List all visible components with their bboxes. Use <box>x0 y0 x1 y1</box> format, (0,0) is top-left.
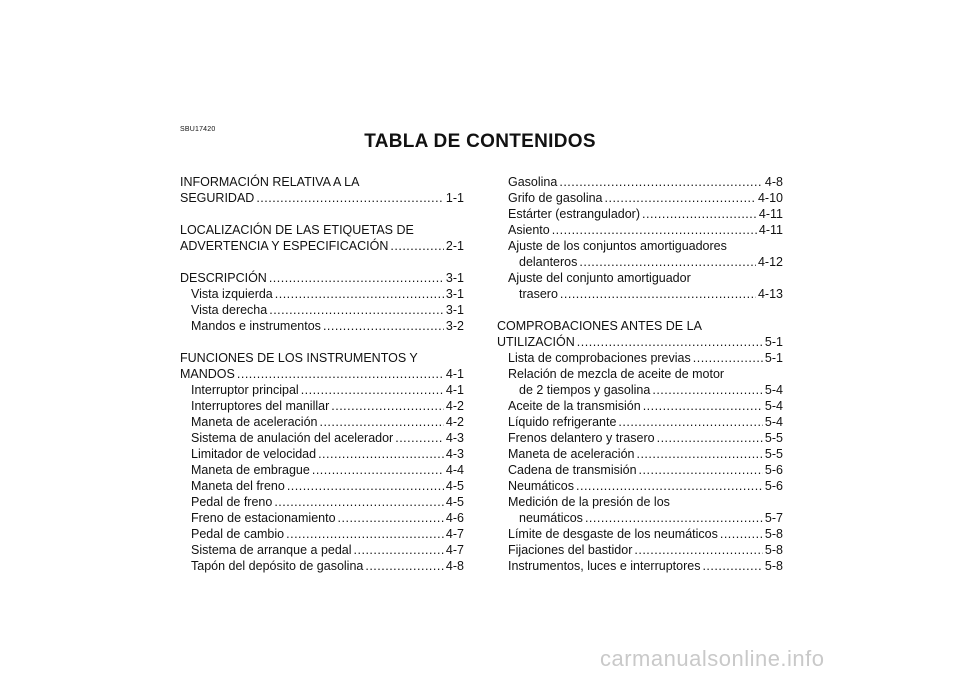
toc-subentry[interactable] <box>180 510 464 526</box>
toc-entry-label: Interruptores del manillar <box>191 399 330 413</box>
toc-entry-page: 5-8 <box>764 527 783 541</box>
toc-entry-page: 5-5 <box>764 431 783 445</box>
toc-subentry[interactable] <box>180 478 464 494</box>
toc-entry-page: 5-6 <box>764 463 783 477</box>
toc-entry-label: Frenos delantero y trasero <box>508 431 655 445</box>
toc-entry-label: DESCRIPCIÓN <box>180 271 267 285</box>
toc-entry-page: 4-12 <box>757 255 783 269</box>
toc-entry-page: 3-1 <box>445 303 464 317</box>
page-title: TABLA DE CONTENIDOS <box>364 131 596 152</box>
toc-entry-page: 5-4 <box>764 399 783 413</box>
toc-subentry[interactable] <box>497 478 783 494</box>
toc-entry-label: de 2 tiempos y gasolina <box>519 383 651 397</box>
toc-entry-page: 4-8 <box>445 559 464 573</box>
toc-subentry[interactable] <box>180 318 464 334</box>
toc-subentry[interactable] <box>497 222 783 238</box>
toc-subentry[interactable] <box>497 446 783 462</box>
toc-entry-label: Maneta de aceleración <box>191 415 318 429</box>
toc-entry-label: Maneta de aceleración <box>508 447 635 461</box>
toc-entry-page: 4-3 <box>445 431 464 445</box>
toc-entry-page: 4-1 <box>445 367 464 381</box>
toc-entry-page: 4-7 <box>445 543 464 557</box>
toc-subentry[interactable] <box>180 462 464 478</box>
toc-entry-label: Vista izquierda <box>191 287 273 301</box>
toc-entry[interactable] <box>180 270 464 286</box>
toc-section-heading: LOCALIZACIÓN DE LAS ETIQUETAS DE <box>180 223 414 237</box>
toc-entry-label: Asiento <box>508 223 550 237</box>
toc-entry[interactable] <box>180 238 464 254</box>
toc-subentry[interactable] <box>180 286 464 302</box>
toc-entry-label: ADVERTENCIA Y ESPECIFICACIÓN <box>180 239 389 253</box>
document-code: SBU17420 <box>180 126 216 133</box>
toc-subentry[interactable] <box>497 462 783 478</box>
toc-entry-page: 4-5 <box>445 479 464 493</box>
toc-left-column <box>180 174 464 574</box>
toc-entry-label: delanteros <box>519 255 578 269</box>
toc-subentry-heading: Ajuste de los conjuntos amortiguadores <box>508 239 727 253</box>
toc-subentry[interactable] <box>180 302 464 318</box>
toc-subentry[interactable] <box>497 382 783 398</box>
toc-entry-label: Limitador de velocidad <box>191 447 317 461</box>
toc-entry-label: Instrumentos, luces e interruptores <box>508 559 701 573</box>
toc-entry-label: Freno de estacionamiento <box>191 511 336 525</box>
toc-entry-page: 4-6 <box>445 511 464 525</box>
toc-entry-page: 4-8 <box>764 175 783 189</box>
toc-subentry-heading: Ajuste del conjunto amortiguador <box>508 271 691 285</box>
toc-entry-page: 4-13 <box>757 287 783 301</box>
toc-subentry-heading: Relación de mezcla de aceite de motor <box>508 367 725 381</box>
toc-subentry[interactable] <box>497 254 783 270</box>
toc-entry-label: Límite de desgaste de los neumáticos <box>508 527 718 541</box>
toc-entry-label: SEGURIDAD <box>180 191 255 205</box>
toc-entry-page: 1-1 <box>445 191 464 205</box>
toc-entry-page: 4-3 <box>445 447 464 461</box>
toc-entry-page: 5-8 <box>764 559 783 573</box>
toc-entry-label: Aceite de la transmisión <box>508 399 641 413</box>
toc-subentry[interactable] <box>497 430 783 446</box>
toc-entry-page: 4-2 <box>445 415 464 429</box>
toc-subentry[interactable] <box>497 558 783 574</box>
toc-section-heading: COMPROBACIONES ANTES DE LA <box>497 319 702 333</box>
toc-subentry[interactable] <box>180 526 464 542</box>
toc-entry-label: Maneta de embrague <box>191 463 310 477</box>
toc-subentry[interactable] <box>497 510 783 526</box>
toc-right-column <box>497 174 783 574</box>
toc-entry-label: trasero <box>519 287 558 301</box>
toc-entry-page: 4-1 <box>445 383 464 397</box>
toc-entry-label: neumáticos <box>519 511 583 525</box>
toc-entry-label: Grifo de gasolina <box>508 191 603 205</box>
toc-entry-label: Sistema de anulación del acelerador <box>191 431 394 445</box>
toc-entry-page: 5-1 <box>764 335 783 349</box>
toc-entry-label: Líquido refrigerante <box>508 415 617 429</box>
toc-subentry[interactable] <box>180 414 464 430</box>
toc-subentry[interactable] <box>497 414 783 430</box>
toc-entry-page: 4-4 <box>445 463 464 477</box>
toc-entry-label: Vista derecha <box>191 303 268 317</box>
toc-entry-label: Mandos e instrumentos <box>191 319 321 333</box>
watermark: carmanualsonline.info <box>600 646 825 671</box>
toc-entry-label: Pedal de freno <box>191 495 273 509</box>
toc-entry-page: 5-8 <box>764 543 783 557</box>
toc-entry-label: Sistema de arranque a pedal <box>191 543 352 557</box>
toc-entry-page: 4-11 <box>758 207 783 221</box>
toc-entry-label: UTILIZACIÓN <box>497 335 575 349</box>
toc-entry-page: 3-1 <box>445 287 464 301</box>
toc-subentry[interactable] <box>180 398 464 414</box>
toc-entry-label: Cadena de transmisión <box>508 463 637 477</box>
toc-entry-page: 5-4 <box>764 415 783 429</box>
toc-subentry[interactable] <box>497 286 783 302</box>
toc-subentry[interactable] <box>497 526 783 542</box>
toc-entry-page: 5-4 <box>764 383 783 397</box>
toc-entry-label: MANDOS <box>180 367 235 381</box>
toc-entry[interactable] <box>180 190 464 206</box>
toc-section-heading: INFORMACIÓN RELATIVA A LA <box>180 175 360 189</box>
toc-entry-page: 4-5 <box>445 495 464 509</box>
toc-subentry[interactable] <box>497 206 783 222</box>
toc-entry-page: 5-1 <box>764 351 783 365</box>
toc-subentry[interactable] <box>497 398 783 414</box>
toc-subentry[interactable] <box>180 430 464 446</box>
toc-entry-page: 3-2 <box>445 319 464 333</box>
toc-subentry[interactable] <box>180 446 464 462</box>
toc-entry-page: 5-5 <box>764 447 783 461</box>
toc-subentry[interactable] <box>180 542 464 558</box>
toc-section-heading: FUNCIONES DE LOS INSTRUMENTOS Y <box>180 351 418 365</box>
toc-entry-label: Neumáticos <box>508 479 574 493</box>
toc-subentry-heading: Medición de la presión de los <box>508 495 670 509</box>
toc-subentry[interactable] <box>180 382 464 398</box>
toc-subentry[interactable] <box>497 542 783 558</box>
toc-entry-label: Pedal de cambio <box>191 527 285 541</box>
toc-subentry[interactable] <box>180 494 464 510</box>
toc-entry[interactable] <box>180 366 464 382</box>
toc-entry-page: 4-2 <box>445 399 464 413</box>
toc-entry-page: 4-11 <box>758 223 783 237</box>
toc-subentry[interactable] <box>497 190 783 206</box>
toc-entry[interactable] <box>497 334 783 350</box>
toc-entry-page: 4-7 <box>445 527 464 541</box>
toc-entry-label: Fijaciones del bastidor <box>508 543 633 557</box>
toc-entry-label: Lista de comprobaciones previas <box>508 351 691 365</box>
toc-entry-page: 5-6 <box>764 479 783 493</box>
toc-entry-label: Interruptor principal <box>191 383 299 397</box>
toc-entry-label: Estárter (estrangulador) <box>508 207 641 221</box>
toc-entry-label: Gasolina <box>508 175 558 189</box>
toc-subentry[interactable] <box>180 558 464 574</box>
toc-entry-label: Tapón del depósito de gasolina <box>191 559 364 573</box>
toc-entry-page: 3-1 <box>445 271 464 285</box>
toc-subentry[interactable] <box>497 350 783 366</box>
toc-entry-page: 5-7 <box>764 511 783 525</box>
toc-entry-page: 2-1 <box>445 239 464 253</box>
toc-entry-page: 4-10 <box>757 191 783 205</box>
toc-subentry[interactable] <box>497 174 783 190</box>
toc-entry-label: Maneta del freno <box>191 479 285 493</box>
